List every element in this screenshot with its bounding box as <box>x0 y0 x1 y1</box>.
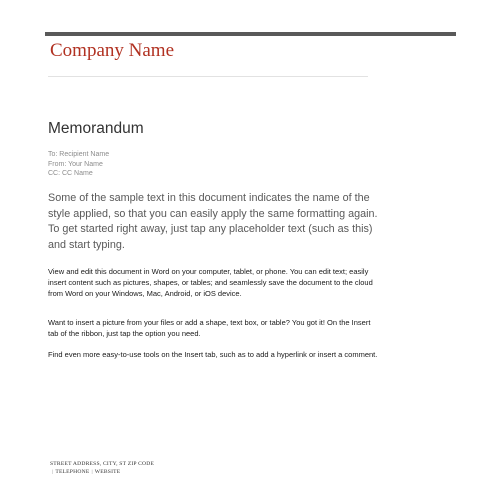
footer-website[interactable]: WEBSITE <box>94 468 121 475</box>
body-paragraph[interactable]: View and edit this document in Word on your computer, tablet, or phone. You can edit text; easily insert content such as pictures, shapes, or tables; and seamlessly save the document to the cloud from Word on your Windows, Mac, Android, or iOS device. <box>48 267 373 298</box>
footer-separator: | <box>52 468 54 475</box>
footer-separator: | <box>91 468 93 475</box>
footer-contact-line <box>50 469 154 477</box>
body-paragraph[interactable]: Want to insert a picture from your files or add a shape, text box, or table? You got it! On the Insert tab of the ribbon, just tap the option you need. <box>48 318 371 338</box>
memo-from-field[interactable]: From: Your Name <box>48 160 103 168</box>
memo-title[interactable]: Memorandum <box>48 120 144 137</box>
header-divider <box>48 76 368 77</box>
footer-address[interactable]: STREET ADDRESS, CITY, ST ZIP CODE <box>50 461 155 467</box>
header-top-rule <box>45 32 456 36</box>
company-name[interactable]: Company Name <box>50 40 175 61</box>
footer <box>50 461 154 476</box>
body-paragraph[interactable]: Find even more easy-to-use tools on the Insert tab, such as to add a hyperlink or insert a comment. <box>48 350 378 359</box>
footer-telephone[interactable]: TELEPHONE <box>55 468 90 475</box>
intro-paragraph[interactable]: Some of the sample text in this document indicates the name of the style applied, so that you can easily apply the same formatting again. To get started right away, just tap any placeholder text (such as this) and start typing. <box>48 192 378 251</box>
memo-cc-field[interactable]: CC: CC Name <box>48 170 93 177</box>
memo-fields <box>48 150 109 179</box>
memo-to-field[interactable]: To: Recipient Name <box>48 151 110 158</box>
